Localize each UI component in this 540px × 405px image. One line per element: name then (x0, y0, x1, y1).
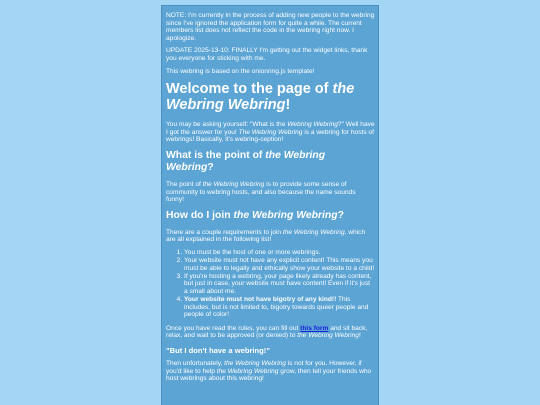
requirement-item: 1. You must be the host of one or more webrings. (184, 249, 375, 257)
welcome-heading: Welcome to the page of the Webring Webring! (166, 81, 355, 114)
join-heading: How do I join the Webring Webring? (166, 209, 344, 221)
welcome-intro: You may be asking yourself: "What is the Webring Webring?" Well have I got the answer for you! The Webring Webring is a webring for hosts of webrings! Basically, it's webring-ception! (166, 121, 375, 144)
welcome-heading-name: the Webring Webring (166, 81, 355, 114)
content-column (161, 5, 379, 405)
update-paragraph: UPDATE 2025-13-10: FINALLY I'm getting out the widget links, thank you everyone for sticking with me. (166, 47, 368, 62)
requirement-item: 4. Your website must not have bigotry of any kind!! This includes, but is not limited to, bigotry towards queer people and people of color! (184, 296, 375, 319)
join-outro: Once you have read the rules, you can fill out this form and sit back, relax, and wait to be approved (or denied) to the Webring Webring! (166, 324, 368, 340)
requirement-item: 3. If you're hosting a webring, your page likely already has content, but just in case, your website must have content! Even if it's just a small about me. (184, 273, 375, 296)
based-on-paragraph: This webring is based on the onionring.js template! (166, 67, 315, 75)
no-webring-heading: "But I don't have a webring!" (166, 345, 270, 355)
application-form-link[interactable]: this form (300, 324, 329, 332)
note-paragraph: NOTE: I'm currently in the process of adding new people to the webring since I've ignored the application form for quite a while. The current members list does not reflect the code in the webring right now. I apologize. (166, 12, 375, 42)
requirements-list (166, 249, 375, 319)
join-intro: There are a couple requirements to join the Webring Webring, which are all explained in the following list! (166, 228, 366, 244)
no-webring-paragraph: Then unfortunately, the Webring Webring is not for you. However, if you'd like to help the Webring Webring grow, then tell your friends who host webrings about this webring! (166, 359, 372, 383)
point-paragraph: The point of the Webring Webring is to provide some sense of community to webring hosts, and also because the name sounds funny! (166, 180, 356, 204)
point-heading: What is the point of the Webring Webring? (166, 149, 326, 173)
requirement-item: 2. Your website must not have any explicit content! This means you must be able to legally and ethically show your website to a child! (184, 257, 375, 272)
